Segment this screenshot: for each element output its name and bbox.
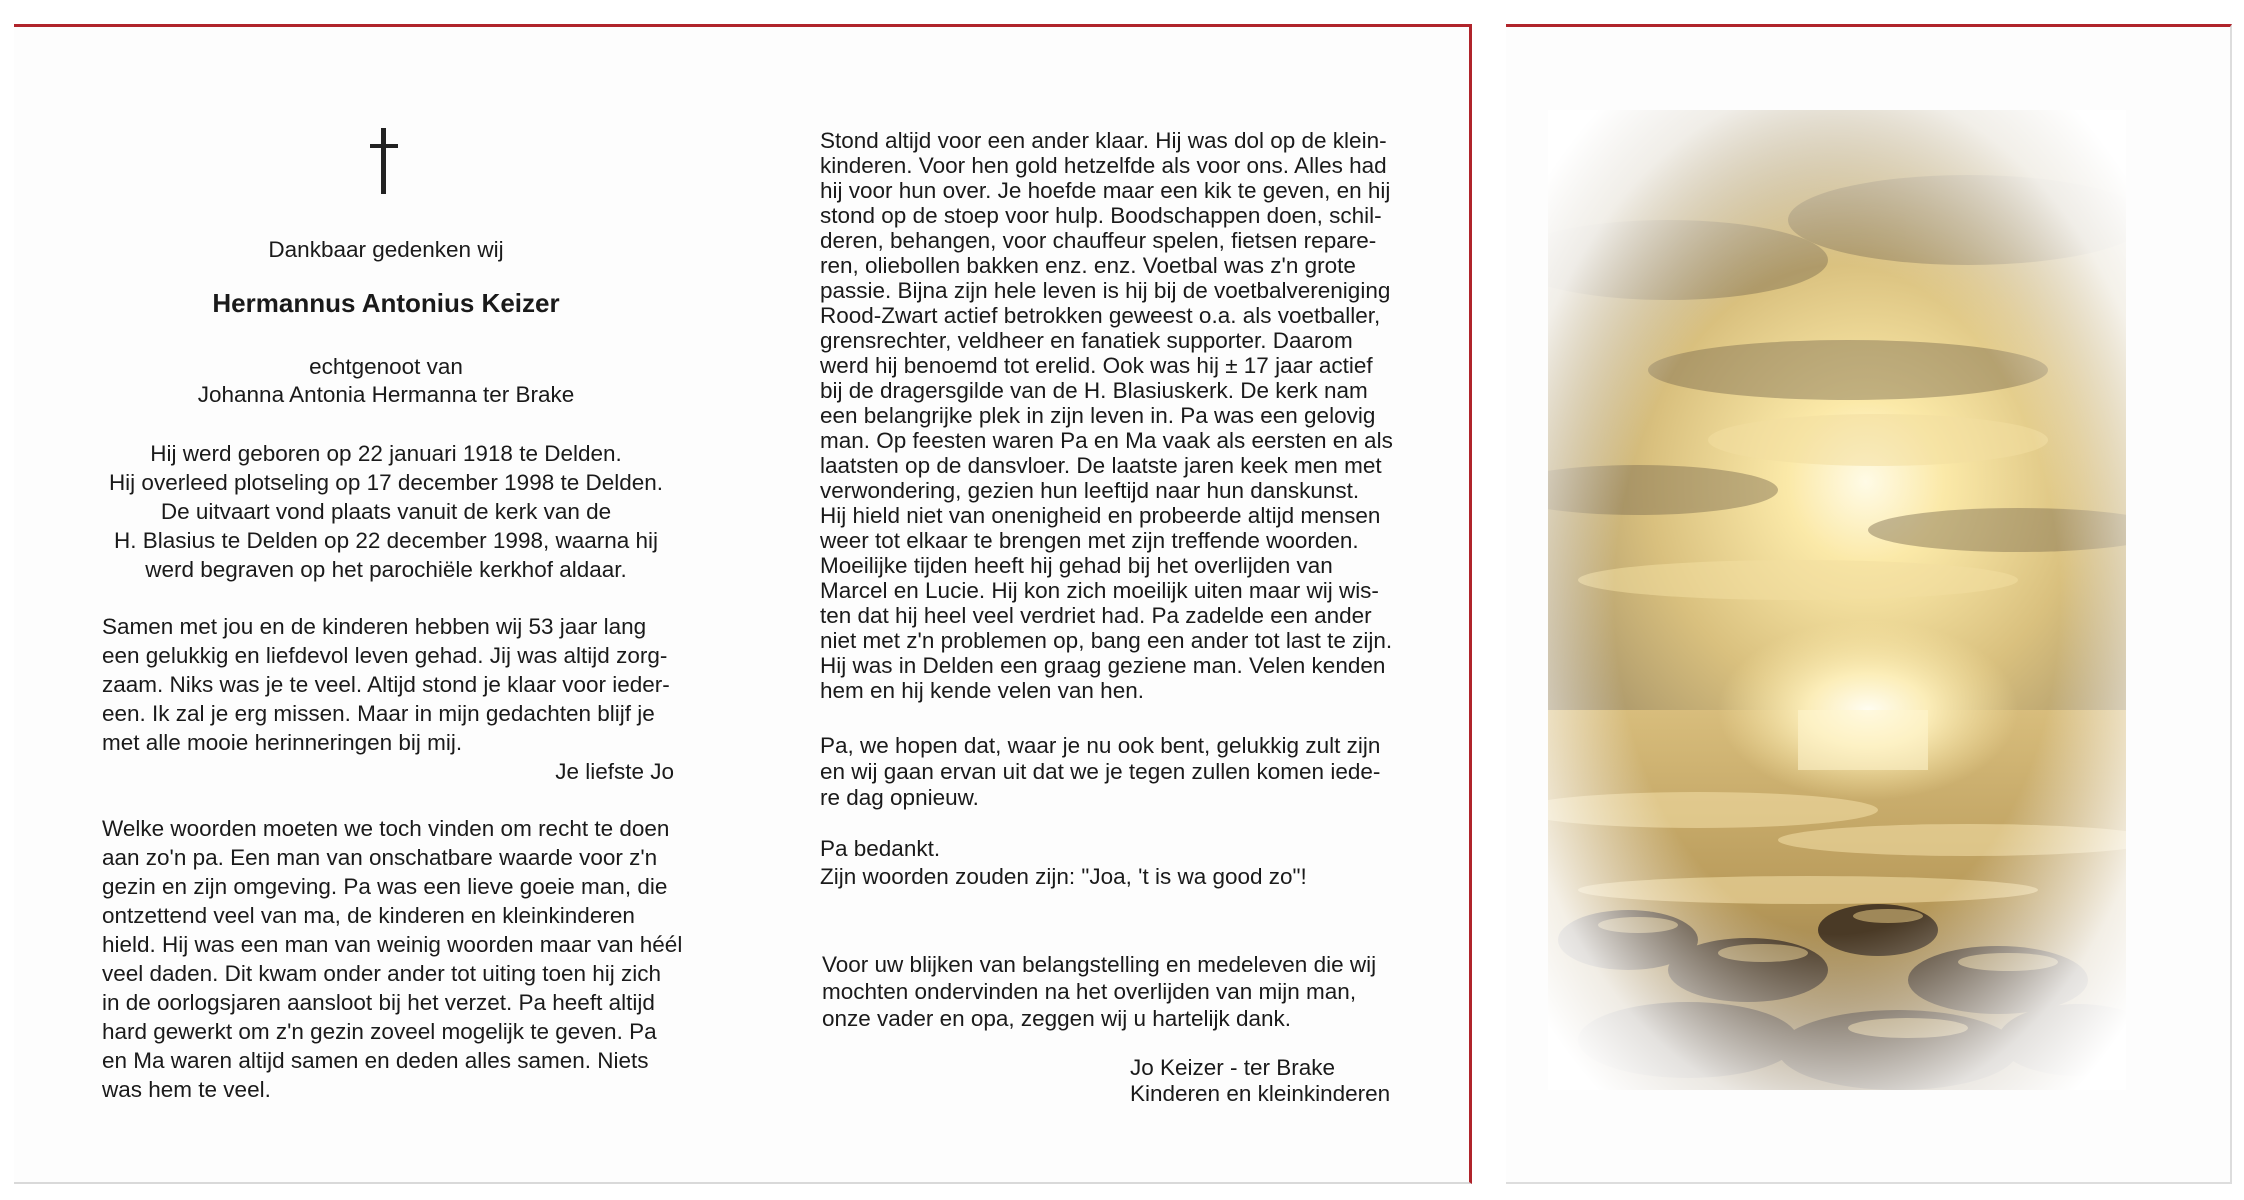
text-line: Pa, we hopen dat, waar je nu ook bent, gelukkig zult zijn [820, 733, 1381, 758]
spouse-intro: echtgenoot van [309, 354, 463, 379]
text-line: Rood-Zwart actief betrokken geweest o.a. als voetballer, [820, 303, 1381, 328]
bio-line: H. Blasius te Delden op 22 december 1998, waarna hij [113, 528, 659, 553]
cross-icon [366, 128, 402, 194]
text-line: hem en hij kende velen van hen. [820, 678, 1144, 703]
text-line: Voor uw blijken van belangstelling en medeleven die wij [822, 952, 1377, 977]
text-line: ten dat hij heel veel verdriet had. Pa zadelde een ander [820, 603, 1372, 628]
sunset-photo [1548, 110, 2126, 1090]
heading: Dankbaar gedenken wij [268, 237, 504, 262]
text-line: stond op de stoep voor hulp. Boodschappen doen, schil- [820, 203, 1382, 228]
text-line: was hem te veel. [102, 1077, 271, 1102]
text-line: veel daden. Dit kwam onder ander tot uiting toen hij zich [102, 961, 662, 986]
thanks-line: Pa bedankt. [820, 836, 941, 861]
text-line: hield. Hij was een man van weinig woorden maar van héél [102, 932, 683, 957]
text-line: Stond altijd voor een ander klaar. Hij was dol op de klein- [820, 128, 1387, 153]
text-line: verwondering, gezien hun leeftijd naar hun danskunst. [820, 478, 1360, 503]
text-line: Hij hield niet van onenigheid en probeerde altijd mensen [820, 503, 1381, 528]
text-line: Marcel en Lucie. Hij kon zich moeilijk uiten maar wij wis- [820, 578, 1379, 603]
bio-line: De uitvaart vond plaats vanuit de kerk van de [160, 499, 612, 524]
quote-line: Zijn woorden zouden zijn: "Joa, 't is wa good zo"! [820, 864, 1307, 889]
text-line: werd hij benoemd tot erelid. Ook was hij ± 17 jaar actief [820, 353, 1373, 378]
text-line: Samen met jou en de kinderen hebben wij 53 jaar lang [102, 614, 647, 639]
text-line: met alle mooie herinneringen bij mij. [102, 730, 463, 755]
text-line: grensrechter, veldheer en fanatiek supporter. Daarom [820, 328, 1353, 353]
text-line: hard gewerkt om z'n gezin zoveel mogelijk te geven. Pa [102, 1019, 657, 1044]
signature-line: Kinderen en kleinkinderen [1130, 1081, 1391, 1106]
text-line: ontzettend veel van ma, de kinderen en kleinkinderen [102, 903, 635, 928]
text-line: kinderen. Voor hen gold hetzelfde als voor ons. Alles had [820, 153, 1387, 178]
bio-line: Hij werd geboren op 22 januari 1918 te Delden. [150, 441, 622, 466]
text-line: zaam. Niks was je te veel. Altijd stond je klaar voor ieder- [102, 672, 670, 697]
text-line: passie. Bijna zijn hele leven is hij bij de voetbalvereniging [820, 278, 1391, 303]
deceased-name: Hermannus Antonius Keizer [212, 288, 560, 318]
photo-vignette [1548, 110, 2126, 1090]
text-line: onze vader en opa, zeggen wij u hartelijk dank. [822, 1006, 1292, 1031]
text-line: deren, behangen, voor chauffeur spelen, fietsen repare- [820, 228, 1377, 253]
text-line: en wij gaan ervan uit dat we je tegen zullen komen iede- [820, 759, 1381, 784]
text-line: re dag opnieuw. [820, 785, 979, 810]
text-line: hij voor hun over. Je hoefde maar een kik te geven, en hij [820, 178, 1391, 203]
text-line: ren, oliebollen bakken enz. enz. Voetbal was z'n grote [820, 253, 1356, 278]
signature-jo: Je liefste Jo [555, 759, 674, 784]
text-line: een. Ik zal je erg missen. Maar in mijn gedachten blijf je [102, 701, 655, 726]
text-line: laatsten op de dansvloer. De laatste jaren keek men met [820, 453, 1382, 478]
text-line: gezin en zijn omgeving. Pa was een lieve goeie man, die [102, 874, 668, 899]
signature-line: Jo Keizer - ter Brake [1130, 1055, 1336, 1080]
text-line: Hij was in Delden een graag geziene man. Velen kenden [820, 653, 1386, 678]
text-line: in de oorlogsjaren aansloot bij het verzet. Pa heeft altijd [102, 990, 655, 1015]
text-line: Moeilijke tijden heeft hij gehad bij het overlijden van [820, 553, 1333, 578]
text-line: een belangrijke plek in zijn leven in. Pa was een gelovig [820, 403, 1376, 428]
text-line: mochten ondervinden na het overlijden van mijn man, [822, 979, 1357, 1004]
text-line: een gelukkig en liefdevol leven gehad. Jij was altijd zorg- [102, 643, 668, 668]
text-line: en Ma waren altijd samen en deden alles samen. Niets [102, 1048, 649, 1073]
spouse-name: Johanna Antonia Hermanna ter Brake [197, 382, 575, 407]
text-line: Welke woorden moeten we toch vinden om recht te doen [102, 816, 670, 841]
text-line: man. Op feesten waren Pa en Ma vaak als eersten en als [820, 428, 1393, 453]
text-line: niet met z'n problemen op, bang een ander tot last te zijn. [820, 628, 1393, 653]
bio-line: Hij overleed plotseling op 17 december 1998 te Delden. [108, 470, 664, 495]
text-line: bij de dragersgilde van de H. Blasiuskerk. De kerk nam [820, 378, 1368, 403]
bio-line: werd begraven op het parochiële kerkhof aldaar. [145, 557, 627, 582]
text-line: aan zo'n pa. Een man van onschatbare waarde voor z'n [102, 845, 658, 870]
text-line: weer tot elkaar te brengen met zijn treffende woorden. [820, 528, 1359, 553]
